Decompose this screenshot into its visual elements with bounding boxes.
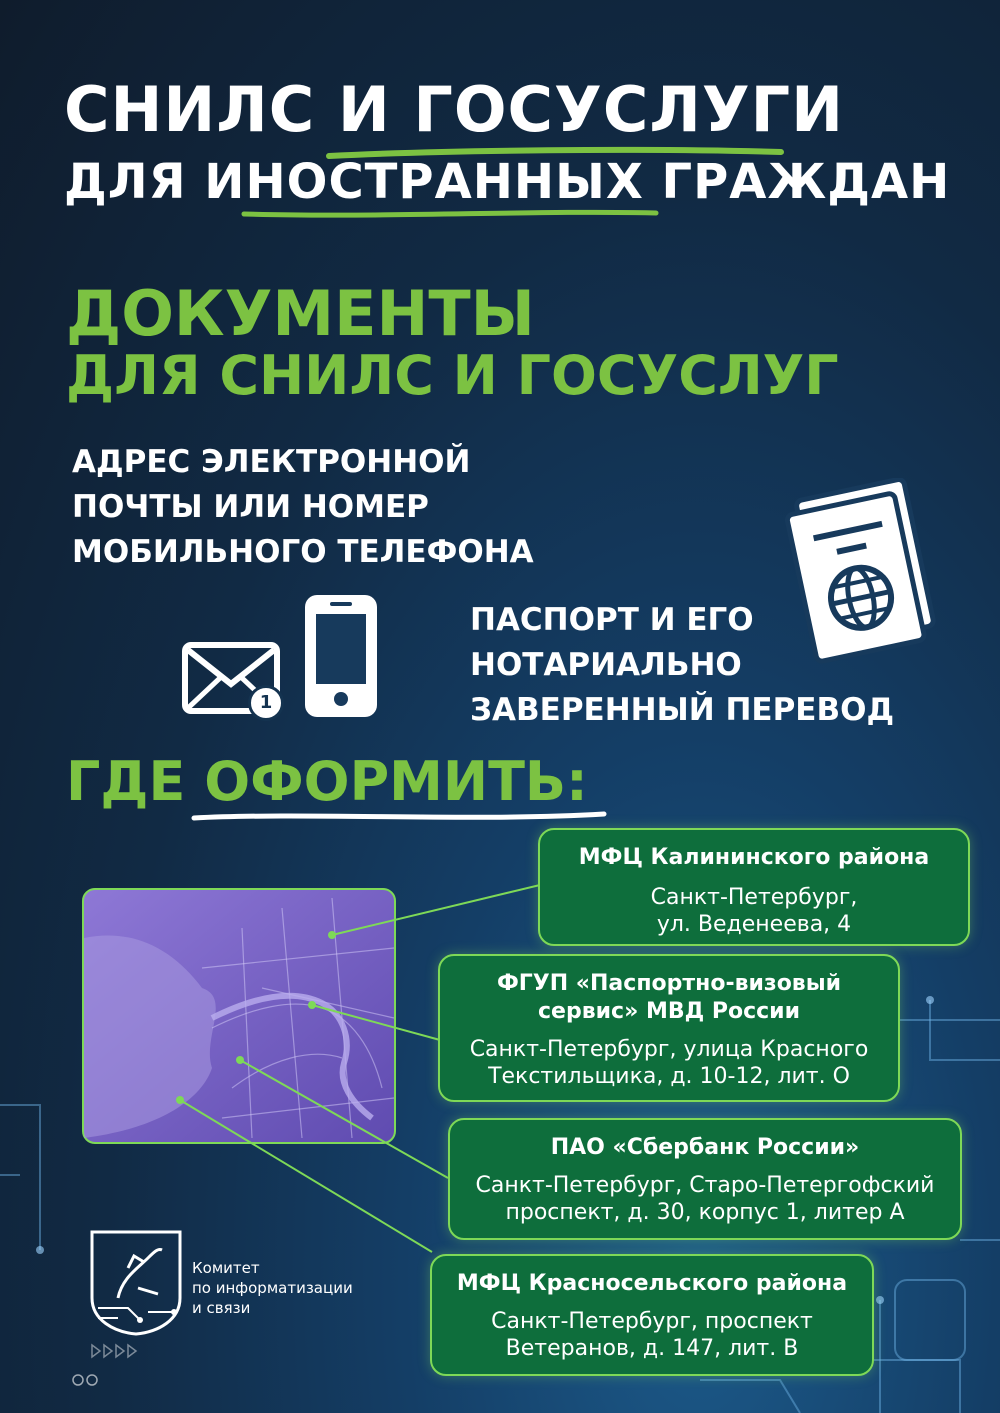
location-name [440,970,898,1026]
location-card-kalininsky [538,828,970,946]
location-address-line: Санкт-Петербург, [650,885,858,910]
location-name: МФЦ Красносельского района [456,1271,848,1296]
where-heading-highlight: ОФОРМИТЬ: [204,750,588,813]
location-address-line: Санкт-Петербург, улица Красного [469,1037,869,1062]
location-card-sberbank [448,1118,962,1240]
passport-line-1: ПАСПОРТ И ЕГО [470,602,754,638]
location-address-line: проспект, д. 30, корпус 1, литер А [505,1200,905,1225]
title-line-2: ДЛЯ ИНОСТРАННЫХ ГРАЖДАН [64,154,951,210]
email-badge-count: 1 [259,692,273,713]
location-address-line: Ветеранов, д. 147, лит. В [505,1336,799,1361]
contact-line-3: МОБИЛЬНОГО ТЕЛЕФОНА [72,534,534,570]
contact-line-2: ПОЧТЫ ИЛИ НОМЕР [72,489,429,525]
passport-line-3: ЗАВЕРЕННЫЙ ПЕРЕВОД [470,692,895,728]
contact-line-1: АДРЕС ЭЛЕКТРОННОЙ [72,444,471,480]
passport-line-2: НОТАРИАЛЬНО [470,647,742,683]
location-address [432,1308,872,1362]
location-name-line: сервис» МВД России [537,999,801,1024]
location-address-line: Санкт-Петербург, проспект [491,1309,813,1334]
location-name: МФЦ Калининского района [578,845,930,870]
location-address-line: ул. Веденеева, 4 [656,912,852,937]
location-address [440,1036,898,1090]
committee-emblem-icon [88,1228,184,1338]
documents-heading-line-1: ДОКУМЕНТЫ [66,277,535,350]
location-card-krasnoselsky [430,1254,874,1376]
location-name-line: ФГУП «Паспортно-визовый [496,971,842,996]
title-line-1: СНИЛС И ГОСУСЛУГИ [64,73,845,146]
location-address [540,884,968,938]
location-address-line: Санкт-Петербург, Старо-Петергофский [475,1173,935,1198]
committee-name-line: и связи [192,1299,251,1317]
committee-name-line: Комитет [192,1259,260,1277]
location-name: ПАО «Сбербанк России» [550,1135,860,1160]
documents-heading-line-2: ДЛЯ СНИЛС И ГОСУСЛУГ [66,344,839,407]
committee-name-line: по информатизации [192,1279,353,1297]
where-heading-prefix: ГДЕ [66,750,186,813]
location-card-passport-service [438,954,900,1102]
location-address [450,1172,960,1226]
committee-name [192,1258,353,1318]
location-address-line: Текстильщика, д. 10-12, лит. О [488,1064,850,1089]
